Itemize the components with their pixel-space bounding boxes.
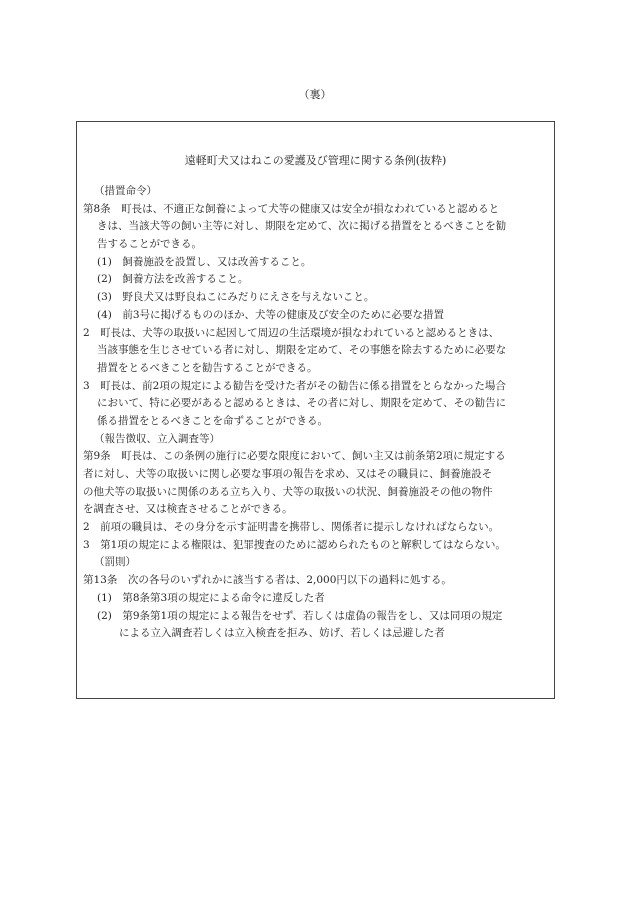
page-side-label: （裏） [298, 88, 332, 101]
article-8-paragraph-3: において、特に必要があると認めるときは、その者に対し、期限を定めて、その勧告に [97, 397, 507, 410]
article-13-item-2: (2) 第9条第1項の規定による報告をせず、若しくは虚偽の報告をし、又は同項の規定 [97, 609, 503, 622]
document-title: 遠軽町犬又はねこの愛護及び管理に関する条例(抜粋) [184, 154, 447, 167]
section-heading-penalties: （罰則） [94, 556, 136, 569]
ordinance-excerpt-box [76, 121, 555, 699]
article-9-line: 者に対し、犬等の取扱いに関し必要な事項の報告を求め、又はその職員に、飼養施設そ [83, 468, 493, 480]
article-8-paragraph-2: 措置をとるべきことを勧告することができる。 [97, 361, 318, 374]
article-9-paragraph-3: 3 第1項の規定による権限は、犯罪捜査のために認められたものと解釈してはならない。 [83, 538, 506, 551]
article-8-item-4: (4) 前3号に掲げるもののほか、犬等の健康及び安全のために必要な措置 [97, 308, 445, 321]
article-8-paragraph-3: 係る措置をとるべきことを命ずることができる。 [97, 414, 328, 427]
article-13-line: 第13条 次の各号のいずれかに該当する者は、2,000円以下の過料に処する。 [83, 574, 452, 587]
article-8-line: 第8条 町長は、不適正な飼養によって犬等の健康又は安全が損なわれていると認めると [83, 202, 500, 215]
article-9-line: 第9条 町長は、この条例の施行に必要な限度において、飼い主又は前条第2項に規定する [83, 450, 506, 463]
article-8-item-2: (2) 飼養方法を改善すること。 [97, 273, 249, 286]
article-9-line: の他犬等の取扱いに関係のある立ち入り、犬等の取扱いの状況、飼養施設その他の物件 [83, 485, 493, 498]
section-heading-measures-order: （措置命令） [94, 185, 157, 197]
article-9-paragraph-2: 2 前項の職員は、その身分を示す証明書を携帯し、関係者に提示しなければならない。 [83, 521, 500, 534]
article-8-line: きは、当該犬等の飼い主等に対し、期限を定めて、次に掲げる措置をとるべきことを勧 [97, 220, 507, 233]
article-8-item-3: (3) 野良犬又は野良ねこにみだりにえさを与えないこと。 [97, 291, 375, 304]
article-8-item-1: (1) 飼養施設を設置し、又は改善すること。 [97, 255, 312, 268]
article-13-item-1: (1) 第8条第3項の規定による命令に違反した者 [97, 591, 325, 604]
section-heading-report-inspection: （報告徴収、立入調査等） [94, 432, 220, 445]
article-8-paragraph-2: 2 町長は、犬等の取扱いに起因して周辺の生活環境が損なわれていると認めるときは、 [83, 326, 500, 339]
ordinance-text [83, 183, 553, 643]
article-13-item-2: による立入調査若しくは立入検査を拒み、妨げ、若しくは忌避した者 [119, 627, 445, 640]
article-8-paragraph-2: 当該事態を生じさせている者に対し、期限を定めて、その事態を除去するために必要な [97, 344, 507, 357]
article-8-line: 告することができる。 [97, 238, 202, 251]
article-9-line: を調査させ、又は検査させることができる。 [83, 503, 293, 516]
article-8-paragraph-3: 3 町長は、前2項の規定による勧告を受けた者がその勧告に係る措置をとらなかった場合 [83, 379, 506, 392]
